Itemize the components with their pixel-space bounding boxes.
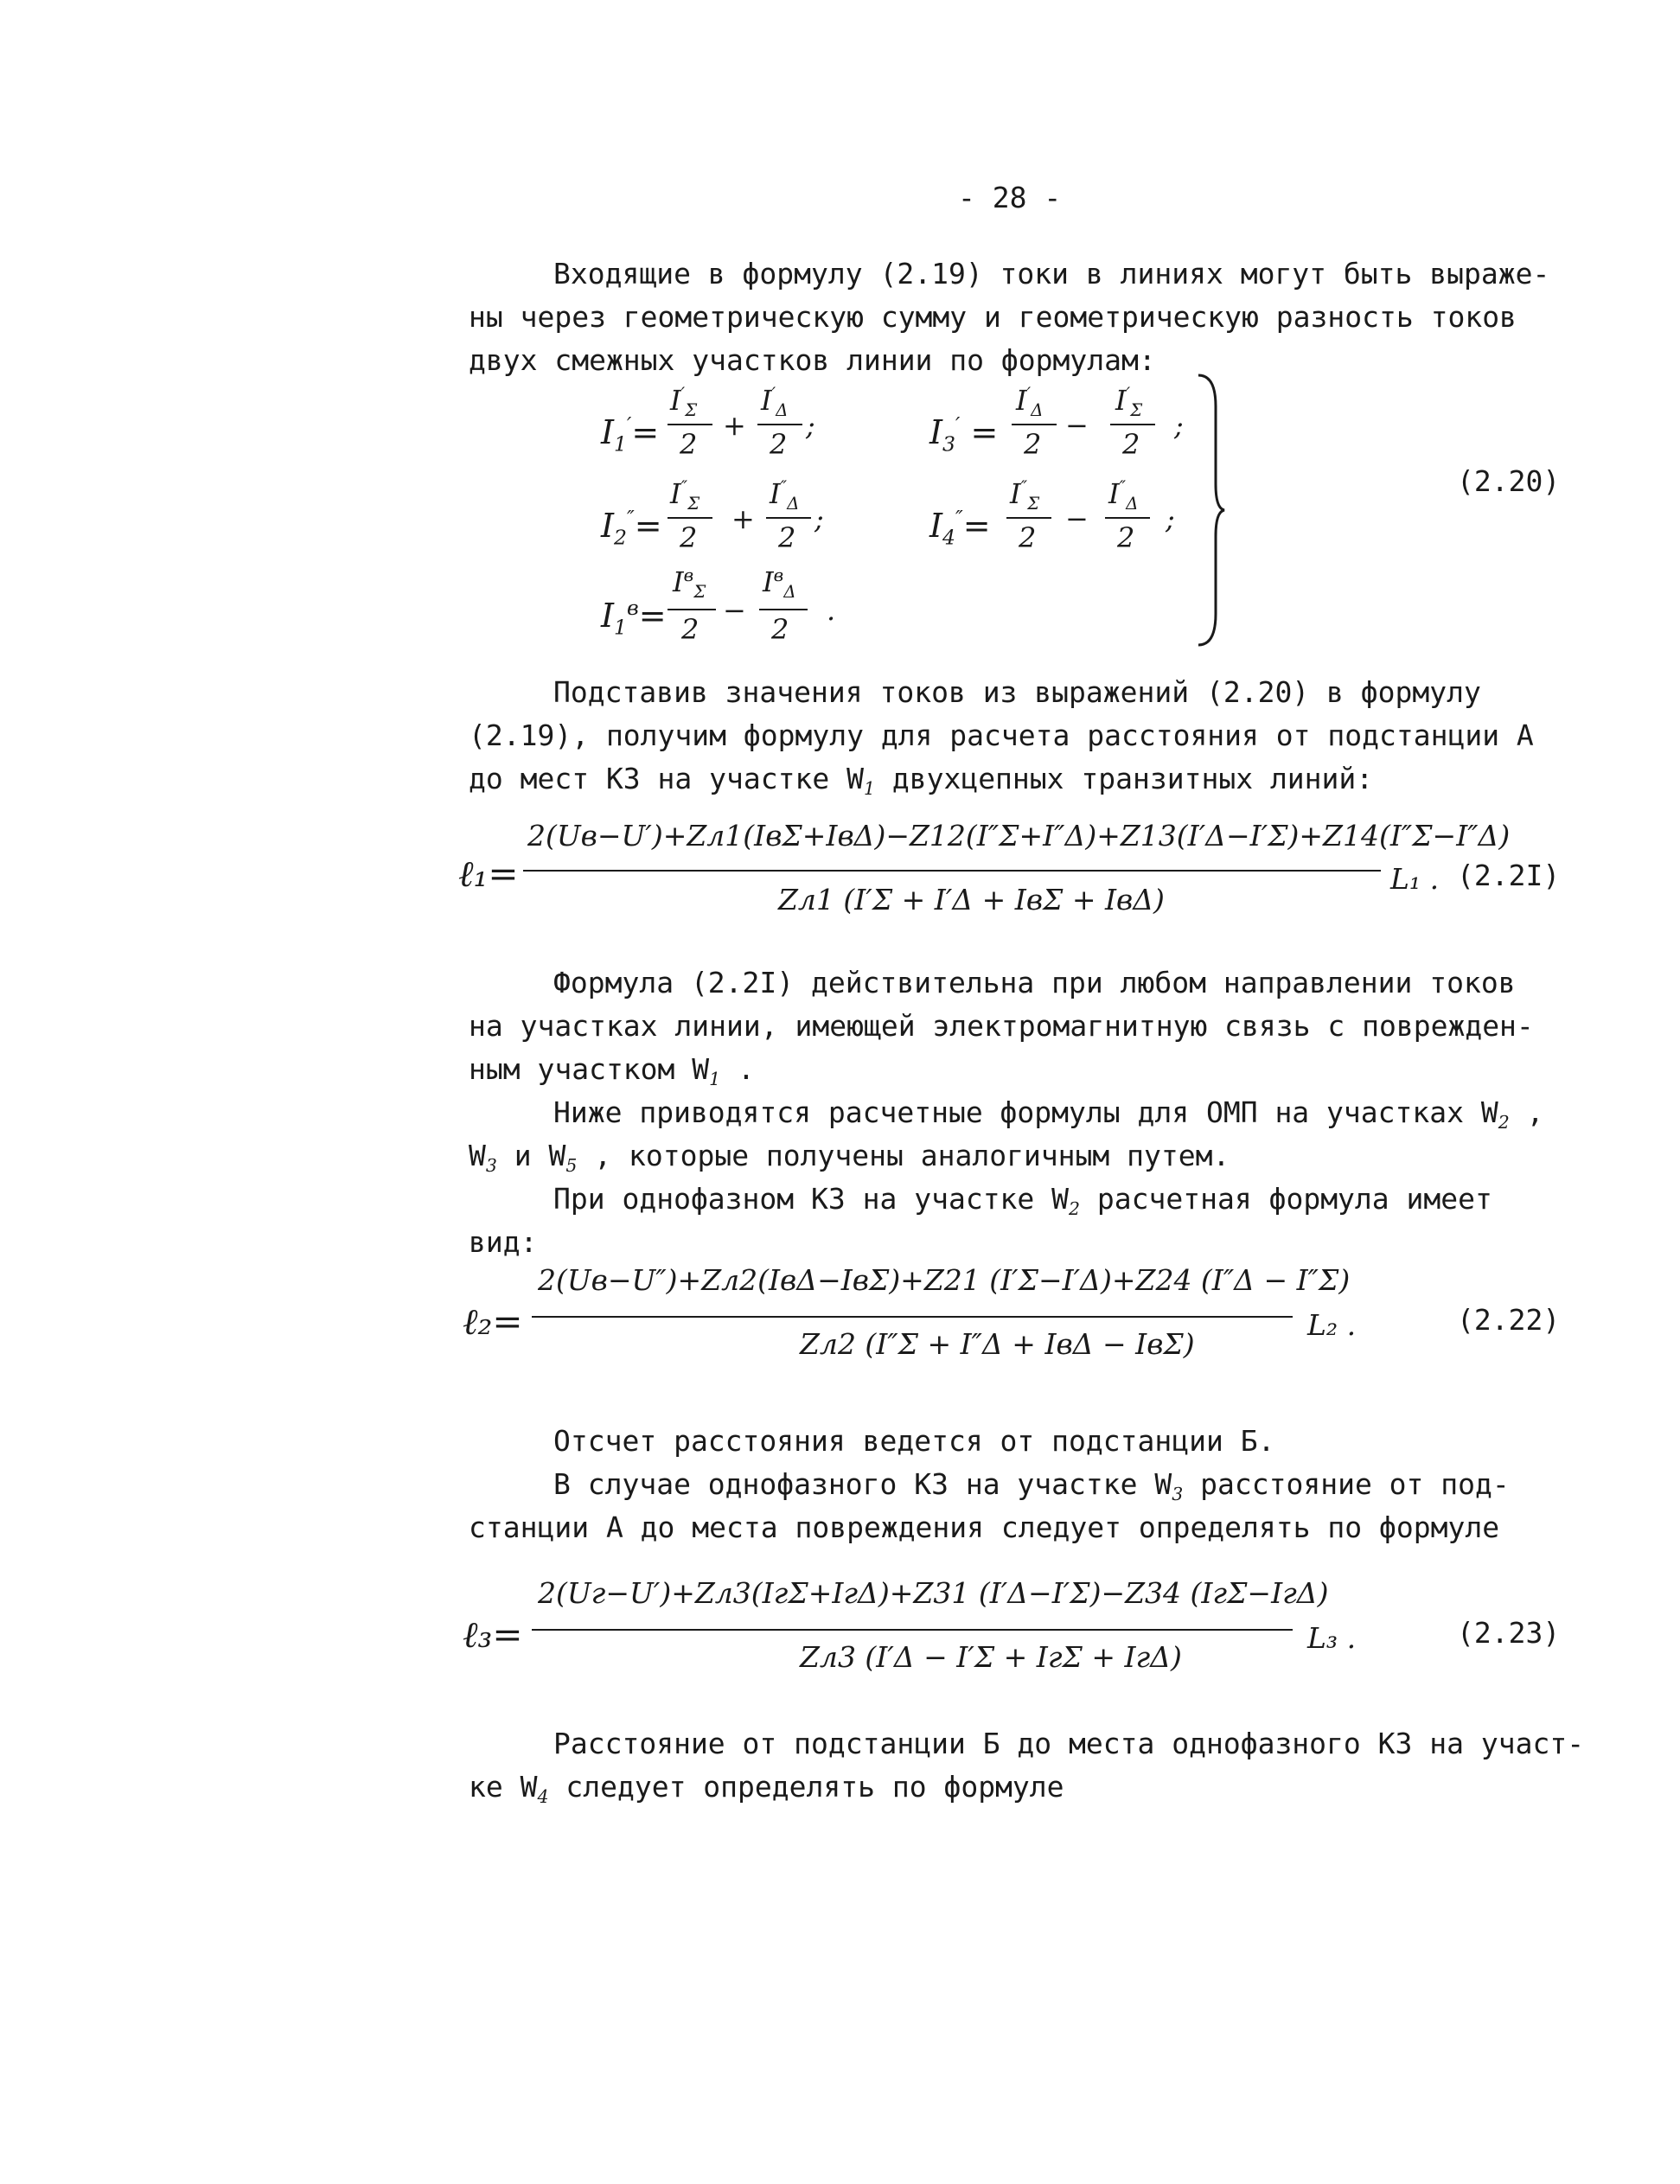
paragraph-line: Формула (2.2I) действительна при любом направлении токов bbox=[553, 966, 1516, 999]
equation-number: (2.23) bbox=[1457, 1616, 1561, 1650]
paragraph-line: на участках линии, имеющей электромагнитную связь с поврежден- bbox=[469, 1009, 1534, 1043]
paragraph-line: Входящие в формулу (2.19) токи в линиях могут быть выраже- bbox=[553, 257, 1550, 291]
paragraph-line: двух смежных участков линии по формулам: bbox=[469, 343, 1156, 377]
equation-number: (2.22) bbox=[1457, 1303, 1561, 1337]
paragraph-line: Подставив значения токов из выражений (2.20) в формулу bbox=[553, 675, 1481, 709]
eq-lhs: $I_1^в=$ bbox=[601, 596, 667, 640]
paragraph-line: Отсчет расстояния ведется от подстанции Б. bbox=[553, 1424, 1275, 1458]
paragraph-line: Расстояние от подстанции Б до места однофазного КЗ на участ- bbox=[553, 1727, 1585, 1760]
page-number: - 28 - bbox=[958, 181, 1062, 214]
fraction-bar bbox=[532, 1629, 1293, 1631]
eq-frac-den: 2 bbox=[770, 428, 788, 461]
document-page: - 28 - Входящие в формулу (2.19) токи в линиях могут быть выраже- ны через геометрическую сумму и геометрическую разность токов двух смежных участков линии по формулам: $I_1'=$ $I'_\Sigma$ 2 + $I'_\Delta$ 2 ; $I_3'$ = $I'_\Delta$ 2 − $I'_\Sigma$ 2 ; $I_2''=$ $I''_\Sigma$ 2 + $I''_\Delta$ 2 ; $I_4''=$ $I''_\Sigma$ 2 − $I''_\Delta$ 2 ; $I_1^в=$ $I^в_\Sigma$ 2 − $I^в_\Delta$ 2 . (2.20) Подставив значения токов из выражений (2.20) в формулу (2.19), получим формулу для расчета расстояния от подстанции А до мест КЗ на участке $W_1$ двухцепных транзитных линий: ℓ₁= 2(Uв−U′)+Zл1(IвΣ+IвΔ)−Z12(I″Σ+I″Δ)+Z13(I′Δ−I′Σ)+Z14(I″Σ−I″Δ) Zл1 (I′Σ + I′Δ + IвΣ + IвΔ) L₁ . (2.2I) Формула (2.2I) действительна при любом направлении токов на участках линии, имеющей электромагнитную связь с поврежден- ным участком $W_1$ . Ниже приводятся расчетные формулы для ОМП на участках $W_2$ , $W_3$ и $W_5$ , которые получены аналогичным путем. При однофазном КЗ на участке $W_2$ расчетная формула имеет вид: ℓ₂= 2(Uв−U″)+Zл2(IвΔ−IвΣ)+Z21 (I′Σ−I′Δ)+Z24 (I″Δ − I″Σ) Zл2 (I″Σ + I″Δ + IвΔ − IвΣ) L₂ . (2.22) Отсчет расстояния ведется от подстанции Б. В случае однофазного КЗ на участке $W_3$ расстояние от под- станции А до места повреждения следует определять по формуле ℓ₃= 2(Uг−U′)+Zл3(IгΣ+IгΔ)+Z31 (I′Δ−I′Σ)−Z34 (IгΣ−IгΔ) Zл3 (I′Δ − I′Σ + IгΣ + IгΔ) L₃ . (2.23) Расстояние от подстанции Б до места однофазного КЗ на участ- ке $W_4$ следует определять по формуле bbox=[458, 181, 1585, 1808]
eq-lhs: $I_2''=$ bbox=[601, 506, 662, 550]
eq-denominator: Zл1 (I′Σ + I′Δ + IвΣ + IвΔ) bbox=[778, 883, 1165, 916]
eq-frac-den: 2 bbox=[680, 428, 698, 461]
equation-number: (2.20) bbox=[1457, 464, 1561, 498]
eq-lhs: ℓ₂= bbox=[463, 1300, 523, 1343]
paragraph-line: $W_3$ и $W_5$ , которые получены аналогичным путем. bbox=[469, 1139, 1230, 1177]
equation-number: (2.2I) bbox=[1457, 859, 1561, 892]
eq-lhs: ℓ₃= bbox=[463, 1613, 523, 1656]
eq-lhs: ℓ₁= bbox=[458, 853, 519, 895]
right-brace bbox=[1193, 372, 1228, 648]
eq-numerator: 2(Uв−U′)+Zл1(IвΣ+IвΔ)−Z12(I″Σ+I″Δ)+Z13(I′Δ−I′Σ)+Z14(I″Σ−I″Δ) bbox=[527, 819, 1511, 853]
eq-lhs: $I_4''=$ bbox=[929, 506, 991, 550]
paragraph-line: вид: bbox=[469, 1225, 538, 1259]
paragraph-line: В случае однофазного КЗ на участке $W_3$ расстояние от под- bbox=[553, 1467, 1510, 1505]
paragraph-line: ны через геометрическую сумму и геометрическую разность токов bbox=[469, 300, 1517, 334]
paragraph-line: (2.19), получим формулу для расчета расстояния от подстанции А bbox=[469, 718, 1534, 752]
paragraph-line: ке $W_4$ следует определять по формуле bbox=[469, 1770, 1064, 1808]
paragraph-line: до мест КЗ на участке $W_1$ двухцепных транзитных линий: bbox=[469, 762, 1374, 800]
eq-frac-num: $I'_\Delta$ bbox=[761, 383, 789, 420]
eq-numerator: 2(Uв−U″)+Zл2(IвΔ−IвΣ)+Z21 (I′Σ−I′Δ)+Z24 (I″Δ − I″Σ) bbox=[538, 1263, 1351, 1297]
eq-denominator: Zл3 (I′Δ − I′Σ + IгΣ + IгΔ) bbox=[800, 1640, 1182, 1674]
paragraph-line: Ниже приводятся расчетные формулы для ОМП на участках $W_2$ , bbox=[553, 1095, 1544, 1134]
eq-denominator: Zл2 (I″Σ + I″Δ + IвΔ − IвΣ) bbox=[800, 1327, 1195, 1361]
paragraph-line: При однофазном КЗ на участке $W_2$ расчетная формула имеет bbox=[553, 1182, 1492, 1220]
fraction-bar bbox=[532, 1316, 1293, 1318]
paragraph-line: станции А до места повреждения следует определять по формуле bbox=[469, 1510, 1500, 1544]
eq-numerator: 2(Uг−U′)+Zл3(IгΣ+IгΔ)+Z31 (I′Δ−I′Σ)−Z34 (IгΣ−IгΔ) bbox=[538, 1576, 1329, 1610]
eq-factor: L₁ . bbox=[1390, 862, 1440, 896]
eq-frac-num: $I'_\Sigma$ bbox=[670, 383, 698, 420]
eq-lhs: $I_3'$ = bbox=[929, 412, 999, 457]
eq-lhs: $I_1'=$ bbox=[601, 412, 660, 457]
fraction-bar bbox=[523, 870, 1381, 872]
eq-factor: L₃ . bbox=[1307, 1621, 1357, 1655]
paragraph-line: ным участком $W_1$ . bbox=[469, 1052, 755, 1090]
eq-factor: L₂ . bbox=[1307, 1308, 1357, 1342]
